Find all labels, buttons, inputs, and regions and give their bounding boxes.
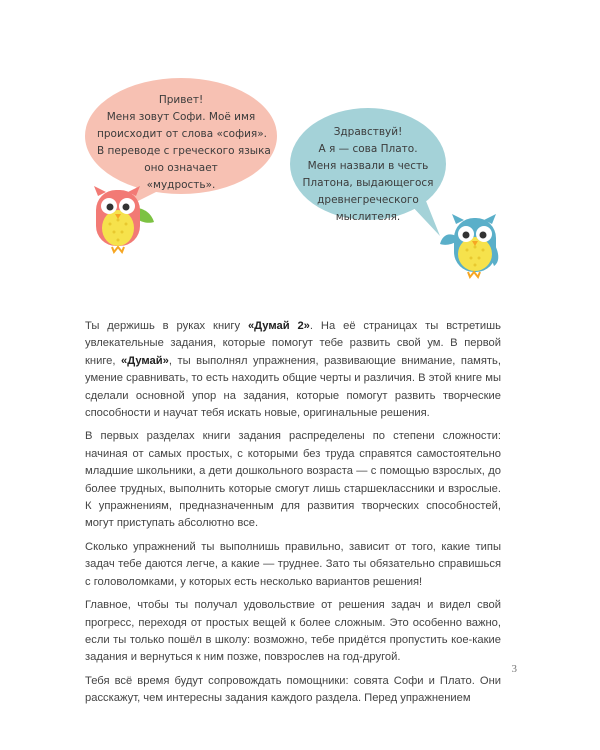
speech-line: Здравствуй! xyxy=(333,126,403,138)
text-span: . На её страницах ты встретишь увлекательные задания, которые помогут тебе развить свой ум. В первой книге, xyxy=(85,320,501,367)
text-span: Ты держишь в руках книгу xyxy=(85,320,248,332)
paragraph: Главное, чтобы ты получал удовольствие от решения задач и видел свой прогресс, переходя от простых вещей к более сложным. Это особенно важно, если ты только пошёл в школу: возможно, тебе придётся пропустить кое-какие задания и вернуться к ним позже, повзрослев на год-другой. xyxy=(85,599,501,664)
speech-line: Меня зовут Софи. Моё имя xyxy=(106,111,256,123)
speech-line: происходит от слова «софия». xyxy=(97,128,267,140)
speech-text-plato xyxy=(298,124,438,226)
speech-line: Привет! xyxy=(158,94,204,106)
intro-text xyxy=(85,318,501,714)
speech-line: оно означает xyxy=(144,162,218,174)
speech-line: «мудрость». xyxy=(146,179,216,191)
speech-line: древнегреческого xyxy=(317,194,419,206)
paragraph: Тебя всё время будут сопровождать помощники: совята Софи и Плато. Они расскажут, чем интересны задания каждого раздела. Перед упражнением xyxy=(85,674,501,705)
paragraph: В первых разделах книги задания распределены по степени сложности: начиная от самых простых, с которыми без труда справятся самостоятельно младшие школьники, а дети дошкольного возраста — с помощью взрослых, до более трудных, выполнить которые смогут лишь старшеклассники и взрослые. К упражнениям, предназначенным для развития творческих способностей, могут приступать абсолютно все. xyxy=(85,430,501,530)
book-title: «Думай 2» xyxy=(247,320,310,332)
speech-line: В переводе с греческого языка xyxy=(97,145,271,157)
speech-line: А я — сова Плато. xyxy=(318,143,418,155)
owl-plato-icon xyxy=(440,214,498,277)
paragraph: Сколько упражнений ты выполнишь правильно, зависит от того, какие типы задач тебе даются легче, а какие — труднее. Зато ты обязательно справишься с головоломками, у которых есть несколько вариантов решения! xyxy=(85,540,501,588)
speech-line: Платона, выдающегося xyxy=(302,177,434,189)
speech-line: мыслителя. xyxy=(335,211,401,223)
book-title: «Думай» xyxy=(121,354,169,367)
page-number: 3 xyxy=(511,663,517,675)
speech-text-sofi xyxy=(97,92,271,194)
speech-line: Меня назвали в честь xyxy=(307,160,429,172)
text-span: , ты выполнял упражнения, развивающие внимание, память, умение сравнивать, то есть находить общие черты и различия. В этой книге мы сделали основной упор на задания, которые помогут развить творческие способности и научат тебя искать новые, оригинальные решения. xyxy=(85,354,501,420)
paragraph xyxy=(85,318,501,422)
